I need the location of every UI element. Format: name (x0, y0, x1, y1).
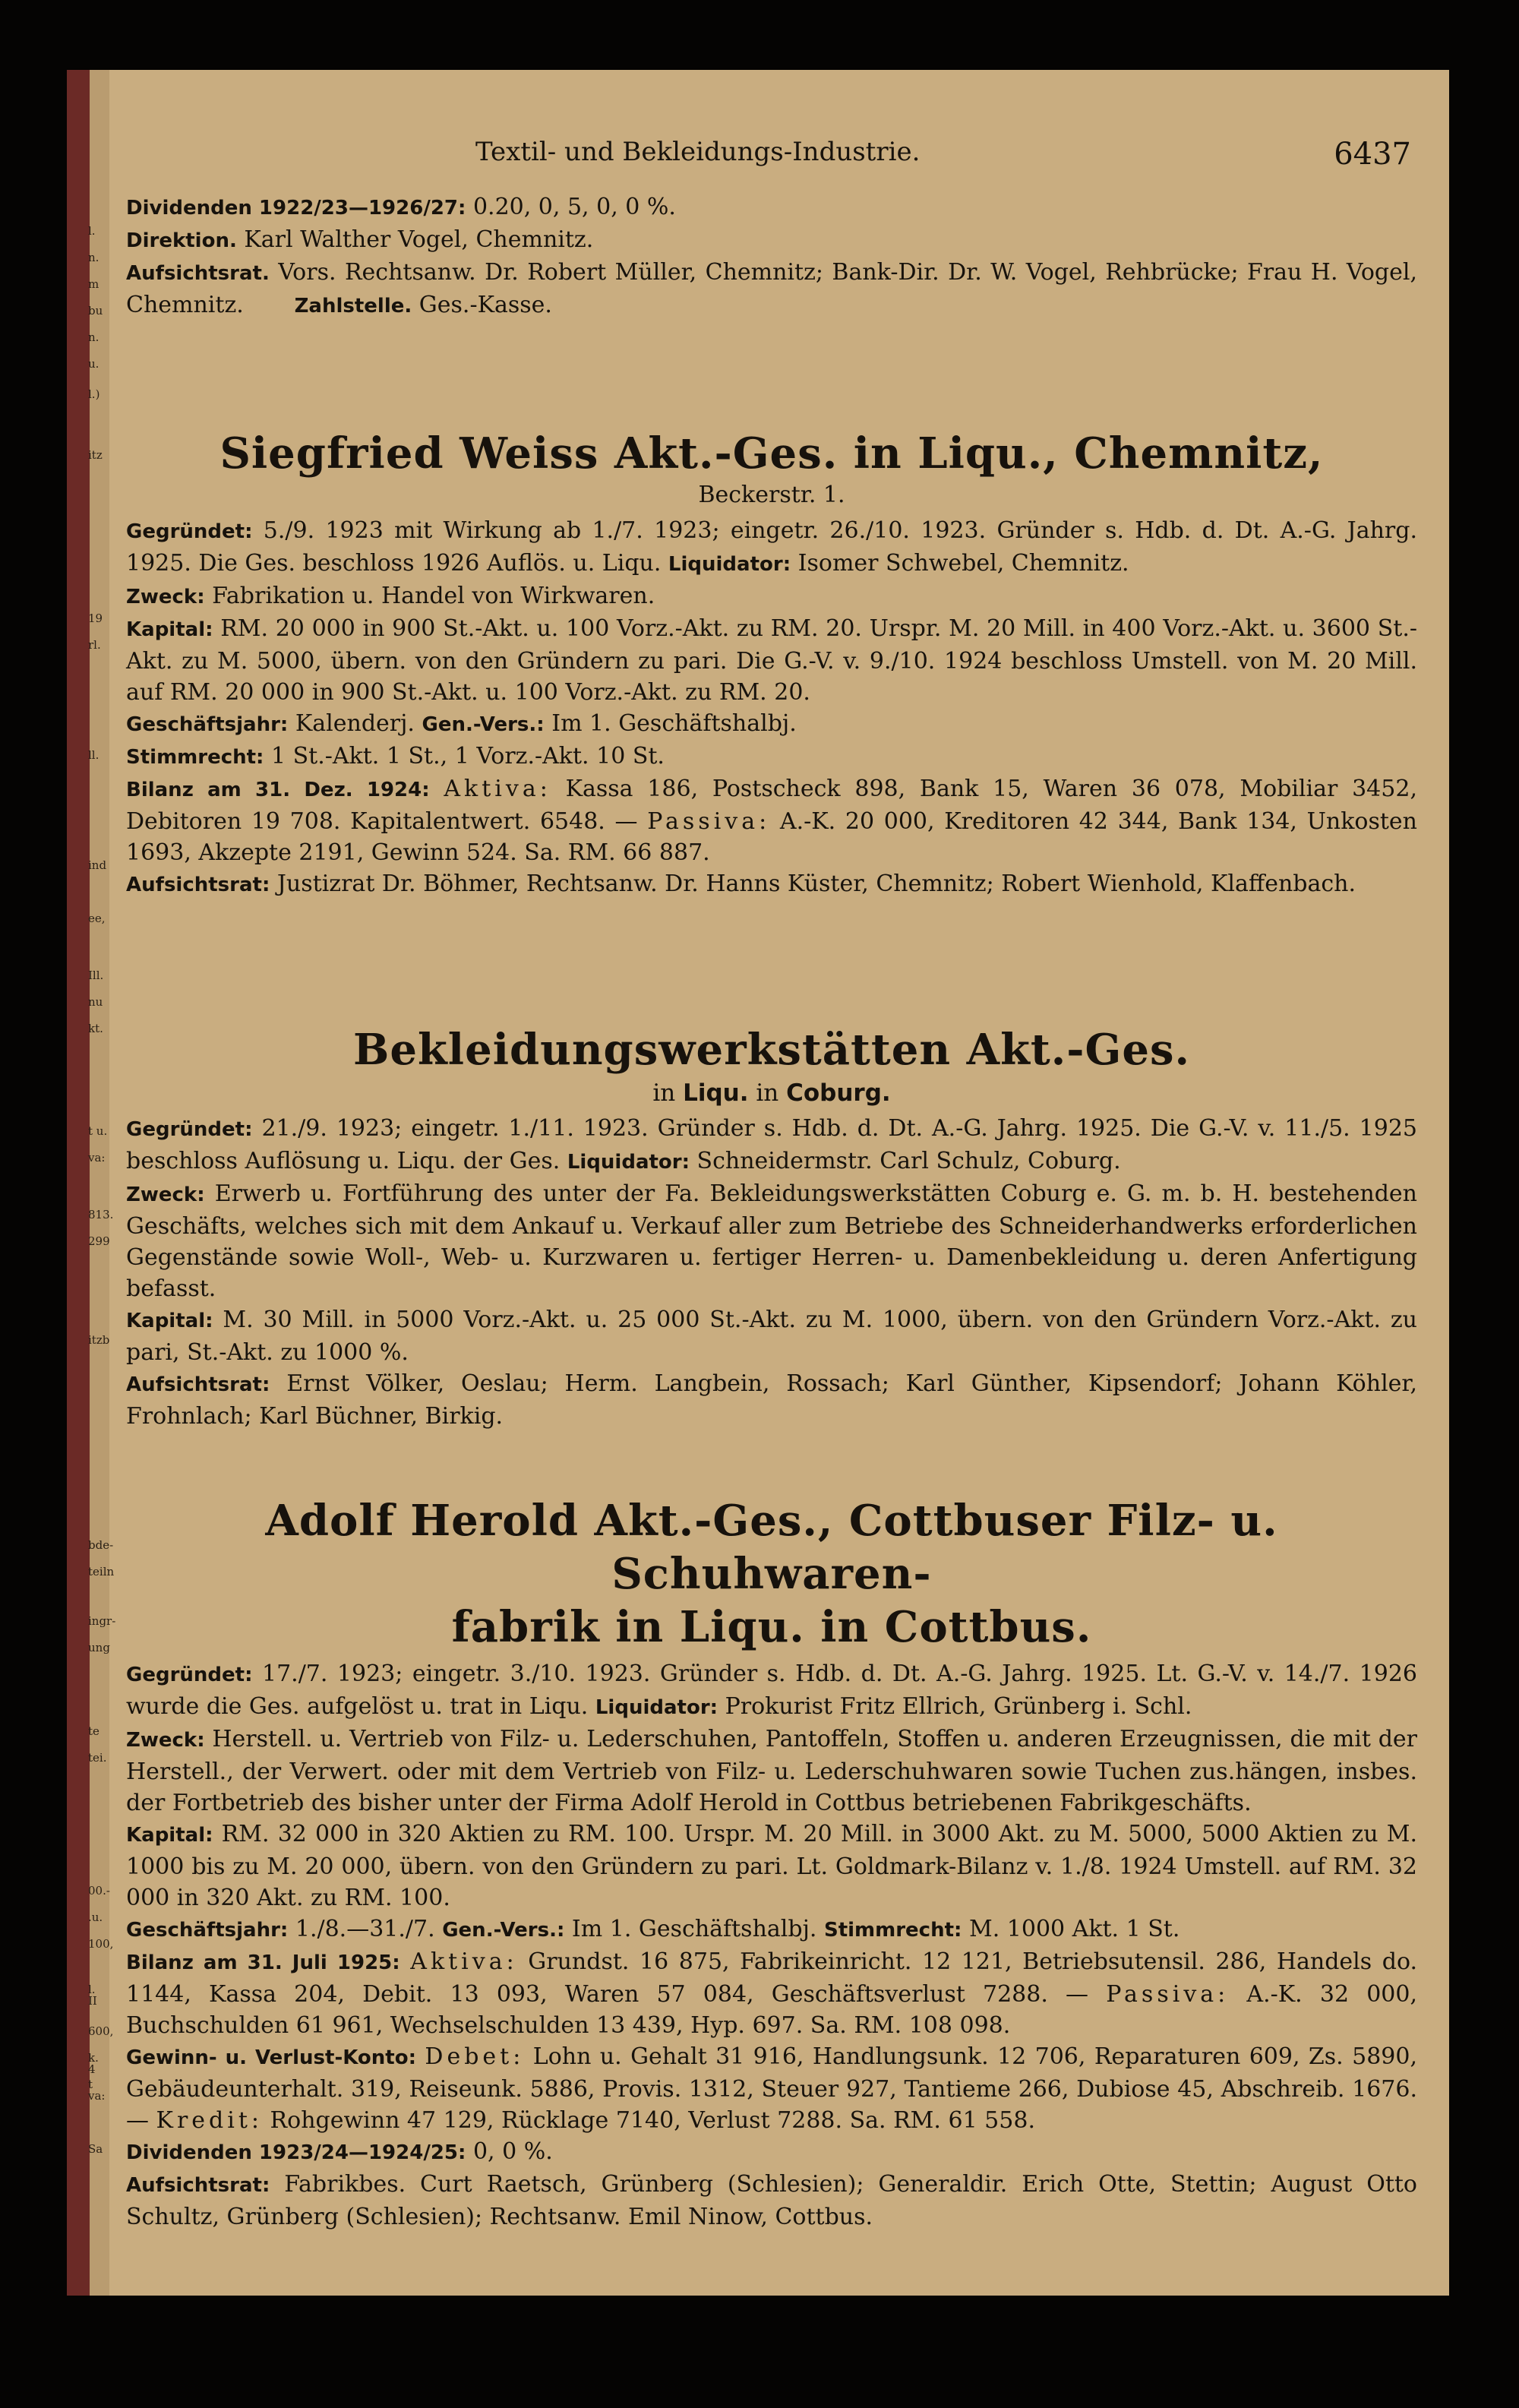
edge-fragment: ll. (88, 748, 99, 762)
field-label: Stimmrecht: (126, 746, 264, 769)
field-label: Zweck: (126, 1729, 205, 1752)
field-label: Liquidator: (668, 553, 791, 576)
field-label: Dividenden 1922/23—1926/27: (126, 197, 466, 220)
field-text: A.-K. 20 000, Kreditoren 42 344, Bank 134, Unkosten 1693, Akzepte 2191, Gewinn 524. Sa. RM. 66 887. (126, 808, 1417, 866)
edge-fragment: itzb (88, 1333, 110, 1347)
field-text: Kalenderj. (288, 710, 422, 737)
dividends-paragraph (126, 191, 1417, 224)
edge-fragment: t va: (88, 2078, 106, 2103)
field-text: 0.20, 0, 5, 0, 0 %. (466, 194, 676, 220)
edge-fragment: itz (88, 448, 103, 462)
previous-entry-continuation (126, 191, 1417, 322)
field-text: 1 St.-Akt. 1 St., 1 Vorz.-Akt. 10 St. (264, 743, 665, 769)
running-header (126, 137, 1417, 175)
edge-fragment: n. (88, 251, 99, 264)
edge-fragment: Ill. (88, 969, 104, 982)
field-text: Justizrat Dr. Böhmer, Rechtsanw. Dr. Hanns Küster, Chemnitz; Robert Wienhold, Klaffenbach. (270, 871, 1356, 897)
edge-fragment: 600, (88, 2024, 114, 2038)
purpose-paragraph (126, 580, 1417, 613)
field-label: Geschäftsjahr: (126, 713, 289, 736)
edge-fragment: nu (88, 995, 103, 1009)
edge-fragment: .u. (88, 1910, 103, 1924)
company-entry-bekleidungswerkstaetten (126, 1023, 1417, 1432)
supervisory-board-paragraph (126, 257, 1417, 322)
fiscal-year-paragraph (126, 708, 1417, 741)
field-text: Prokurist Fritz Ellrich, Grünberg i. Schl. (718, 1693, 1192, 1720)
spaced-label: Passiva: (647, 808, 771, 835)
edge-fragment: m (88, 277, 99, 291)
field-text: 5./9. 1923 mit Wirkung ab 1./7. 1923; eingetr. 26./10. 1923. Gründer s. Hdb. d. Dt. A.-G. Jahrg. 1925. Die Ges. beschloss 1926 Auflös. u. Liqu. (126, 517, 1417, 577)
field-label: Gegründet: (126, 1118, 253, 1141)
company-title: Bekleidungswerkstätten Akt.-Ges. (353, 1025, 1190, 1075)
page-number: 6437 (1334, 137, 1411, 172)
field-text: Lohn u. Gehalt 31 916, Handlungsunk. 12 706, Reparaturen 609, Zs. 5890, Gebäudeunterhalt. 319, Reiseunk. 5886, Provis. 1312, Steuer 927, Tantieme 266, Dubiose 45, Abschreib. 1676. — (126, 2043, 1417, 2134)
field-text: Im 1. Geschäftshalbj. (544, 710, 797, 737)
edge-fragment: va: (88, 1151, 106, 1164)
edge-fragment: 100, (88, 1937, 114, 1951)
direction-paragraph (126, 224, 1417, 257)
edge-fragment: rl. (88, 638, 101, 652)
balance-paragraph (126, 1946, 1417, 2041)
voting-right-paragraph (126, 741, 1417, 773)
field-text: Schneidermstr. Carl Schulz, Coburg. (690, 1148, 1121, 1174)
subtitle-word: Liqu. (683, 1079, 749, 1107)
edge-fragment: t u. (88, 1124, 108, 1138)
edge-fragment: tei. (88, 1751, 107, 1765)
adjacent-page-edge (88, 70, 116, 2296)
field-text: M. 30 Mill. in 5000 Vorz.-Akt. u. 25 000 St.-Akt. zu M. 1000, übern. von den Gründern Vorz.-Akt. zu pari, St.-Akt. zu 1000 %. (126, 1307, 1417, 1366)
field-label: Kapital: (126, 1310, 213, 1332)
edge-fragment: bu (88, 304, 103, 318)
capital-paragraph (126, 1304, 1417, 1368)
field-text: Karl Walther Vogel, Chemnitz. (236, 226, 594, 253)
company-subtitle (126, 1076, 1417, 1110)
field-text: 1./8.—31./7. (288, 1916, 443, 1942)
field-label: Kapital: (126, 1824, 213, 1847)
supervisory-board-paragraph (126, 868, 1417, 901)
founded-paragraph (126, 1113, 1417, 1178)
field-text: Herstell. u. Vertrieb von Filz- u. Lederschuhen, Pantoffeln, Stoffen u. anderen Erzeugnissen, die mit der Herstell., der Verwert. oder mit dem Vertrieb von Filz- u. Lederschuhwaren sowie Tuchen zus.hängen, insbes. der Fortbetrieb des bisher unter der Firma Adolf Herold in Cottbus betriebenen Fabrikgeschäfts. (126, 1726, 1417, 1816)
founded-paragraph (126, 515, 1417, 580)
company-title-line-1: Adolf Herold Akt.-Ges., Cottbuser Filz- u. Schuhwaren- (265, 1496, 1278, 1599)
field-text: Im 1. Geschäftshalbj. (564, 1916, 824, 1942)
field-text: 17./7. 1923; eingetr. 3./10. 1923. Gründer s. Hdb. d. Dt. A.-G. Jahrg. 1925. Lt. G.-V. v. 14./7. 1926 wurde die Ges. aufgelöst u. trat in Liqu. (126, 1661, 1417, 1720)
edge-fragment: ung (88, 1641, 110, 1654)
subtitle-word: Coburg. (786, 1079, 891, 1107)
field-text: M. 1000 Akt. 1 St. (962, 1916, 1180, 1942)
field-label: Direktion. (126, 229, 237, 252)
spaced-label: Debet: (425, 2043, 525, 2070)
edge-fragment: 19 (88, 611, 103, 625)
dividends-paragraph (126, 2136, 1417, 2169)
field-text: RM. 20 000 in 900 St.-Akt. u. 100 Vorz.-Akt. zu RM. 20. Urspr. M. 20 Mill. in 400 Vorz.-Akt. u. 3600 St.-Akt. zu M. 5000, übern. von den Gründern zu pari. Die G.-V. v. 9./10. 1924 beschloss Umstell. von M. 20 Mill. auf RM. 20 000 in 900 St.-Akt. u. 100 Vorz.-Akt. zu RM. 20. (126, 615, 1417, 706)
spaced-label: Kredit: (156, 2107, 264, 2134)
field-text: Rohgewinn 47 129, Rücklage 7140, Verlust 7288. Sa. RM. 61 558. (263, 2107, 1035, 2134)
spaced-label: Passiva: (1106, 1981, 1230, 2008)
purpose-paragraph (126, 1178, 1417, 1304)
subtitle-word: in (652, 1079, 676, 1107)
spaced-label: Aktiva: (444, 776, 551, 802)
edge-fragment: te (88, 1724, 99, 1738)
field-text: 21./9. 1923; eingetr. 1./11. 1923. Gründer s. Hdb. d. Dt. A.-G. Jahrg. 1925. Die G.-V. v. 11./5. 1925 beschloss Auflösung u. Liqu. der Ges. (126, 1115, 1417, 1174)
edge-fragment: ind (88, 858, 107, 872)
founded-paragraph (126, 1658, 1417, 1724)
capital-paragraph (126, 1819, 1417, 1913)
purpose-paragraph (126, 1724, 1417, 1819)
company-title: Siegfried Weiss Akt.-Ges. in Liqu., Chemnitz, (219, 428, 1324, 479)
field-text: Fabrikbes. Curt Raetsch, Grünberg (Schlesien); Generaldir. Erich Otte, Stettin; August Otto Schultz, Grünberg (Schlesien); Rechtsanw. Emil Ninow, Cottbus. (126, 2171, 1417, 2230)
edge-fragment: u. (88, 357, 99, 371)
edge-fragment: 00.- (88, 1884, 110, 1898)
field-label: Aufsichtsrat: (126, 1373, 270, 1396)
field-label: Zahlstelle. (294, 295, 412, 318)
field-text: RM. 32 000 in 320 Aktien zu RM. 100. Urspr. M. 20 Mill. in 3000 Akt. zu M. 5000, 5000 Aktien zu M. 1000 bis zu M. 20 000, übern. von den Gründern zu pari. Lt. Goldmark-Bilanz v. 1./8. 1924 Umstell. auf RM. 32 000 in 320 Akt. zu RM. 100. (126, 1821, 1417, 1911)
field-text: Erwerb u. Fortführung des unter der Fa. Bekleidungswerkstätten Coburg e. G. m. b. H. bestehenden Geschäfts, welches sich mit dem Ankauf u. Verkauf aller zum Betriebe des Schneiderhandwerks erforderlichen Gegenstände sowie Woll-, Web- u. Kurzwaren u. fertiger Herren- u. Damenbekleidung u. deren Anfertigung befasst. (126, 1180, 1417, 1302)
field-label: Aufsichtsrat: (126, 874, 270, 896)
field-text: Grundst. 16 875, Fabrikeinricht. 12 121, Betriebsutensil. 286, Handels do. 1144, Kassa 204, Debit. 13 093, Waren 57 084, Geschäftsverlust 7288. — (126, 1948, 1418, 2008)
fiscal-year-paragraph (126, 1913, 1417, 1946)
field-label: Gewinn- u. Verlust-Konto: (126, 2046, 416, 2069)
edge-fragment: Sa (88, 2142, 103, 2156)
field-text: Isomer Schwebel, Chemnitz. (791, 550, 1129, 577)
field-label: Zweck: (126, 1183, 205, 1206)
book-page (90, 70, 1449, 2296)
field-text: Vors. Rechtsanw. Dr. Robert Müller, Chemnitz; Bank-Dir. Dr. W. Vogel, Rehbrücke; Frau H. Vogel, Chemnitz. (126, 259, 1417, 318)
field-label: Gegründet: (126, 1664, 253, 1686)
field-label: Liquidator: (595, 1696, 718, 1719)
company-title-line-2: fabrik in Liqu. in Cottbus. (451, 1602, 1092, 1652)
subtitle-word: in (756, 1079, 779, 1107)
field-text: Kassa 186, Postscheck 898, Bank 15, Waren 36 078, Mobiliar 3452, Debitoren 19 708. Kapitalentwert. 6548. — (126, 776, 1417, 835)
company-entry-siegfried-weiss (126, 427, 1417, 901)
capital-paragraph (126, 613, 1417, 708)
edge-fragment: n. (88, 330, 99, 344)
field-label: Stimmrecht: (823, 1919, 962, 1942)
field-label: Gegründet: (126, 520, 253, 543)
supervisory-board-paragraph (126, 1368, 1417, 1432)
edge-fragment: 299 (88, 1234, 110, 1248)
edge-fragment: k. 4 (88, 2051, 99, 2076)
edge-fragment: l. (88, 224, 96, 238)
balance-paragraph (126, 773, 1417, 868)
company-entry-adolf-herold (126, 1494, 1417, 2233)
edge-fragment: l.) (88, 387, 100, 401)
field-label: Zweck: (126, 586, 205, 608)
edge-fragment: 813. (88, 1208, 114, 1221)
field-label: Dividenden 1923/24—1924/25: (126, 2141, 466, 2164)
edge-fragment: teiln (88, 1565, 115, 1578)
field-text: A.-K. 32 000, Buchschulden 61 961, Wechselschulden 13 439, Hyp. 697. Sa. RM. 108 098. (126, 1981, 1417, 2039)
profit-loss-paragraph (126, 2041, 1417, 2136)
supervisory-board-paragraph (126, 2169, 1417, 2233)
field-text: Ges.-Kasse. (412, 292, 552, 318)
field-label: Bilanz am 31. Dez. 1924: (126, 779, 430, 801)
field-label: Geschäftsjahr: (126, 1919, 289, 1942)
company-address: Beckerstr. 1. (698, 482, 845, 508)
edge-fragment: bde- (88, 1538, 114, 1552)
edge-fragment: ee, (88, 912, 106, 925)
field-label: Aufsichtsrat. (126, 262, 270, 285)
field-label: Bilanz am 31. Juli 1925: (126, 1951, 400, 1974)
field-text: Fabrikation u. Handel von Wirkwaren. (204, 583, 655, 609)
spaced-label: Aktiva: (410, 1948, 518, 1975)
edge-fragment: l. II (88, 1983, 97, 2008)
edge-fragment: kt. (88, 1022, 103, 1035)
edge-fragment: ingr- (88, 1614, 116, 1628)
field-label: Aufsichtsrat: (126, 2174, 270, 2197)
field-text: 0, 0 %. (466, 2138, 553, 2165)
field-label: Gen.-Vers.: (422, 713, 545, 736)
field-text: Ernst Völker, Oeslau; Herm. Langbein, Rossach; Karl Günther, Kipsendorf; Johann Köhler, Frohnlach; Karl Büchner, Birkig. (126, 1370, 1417, 1430)
field-label: Gen.-Vers.: (442, 1919, 565, 1942)
field-label: Liquidator: (567, 1151, 690, 1174)
running-title: Textil- und Bekleidungs-Industrie. (475, 137, 921, 167)
field-label: Kapital: (126, 618, 213, 641)
